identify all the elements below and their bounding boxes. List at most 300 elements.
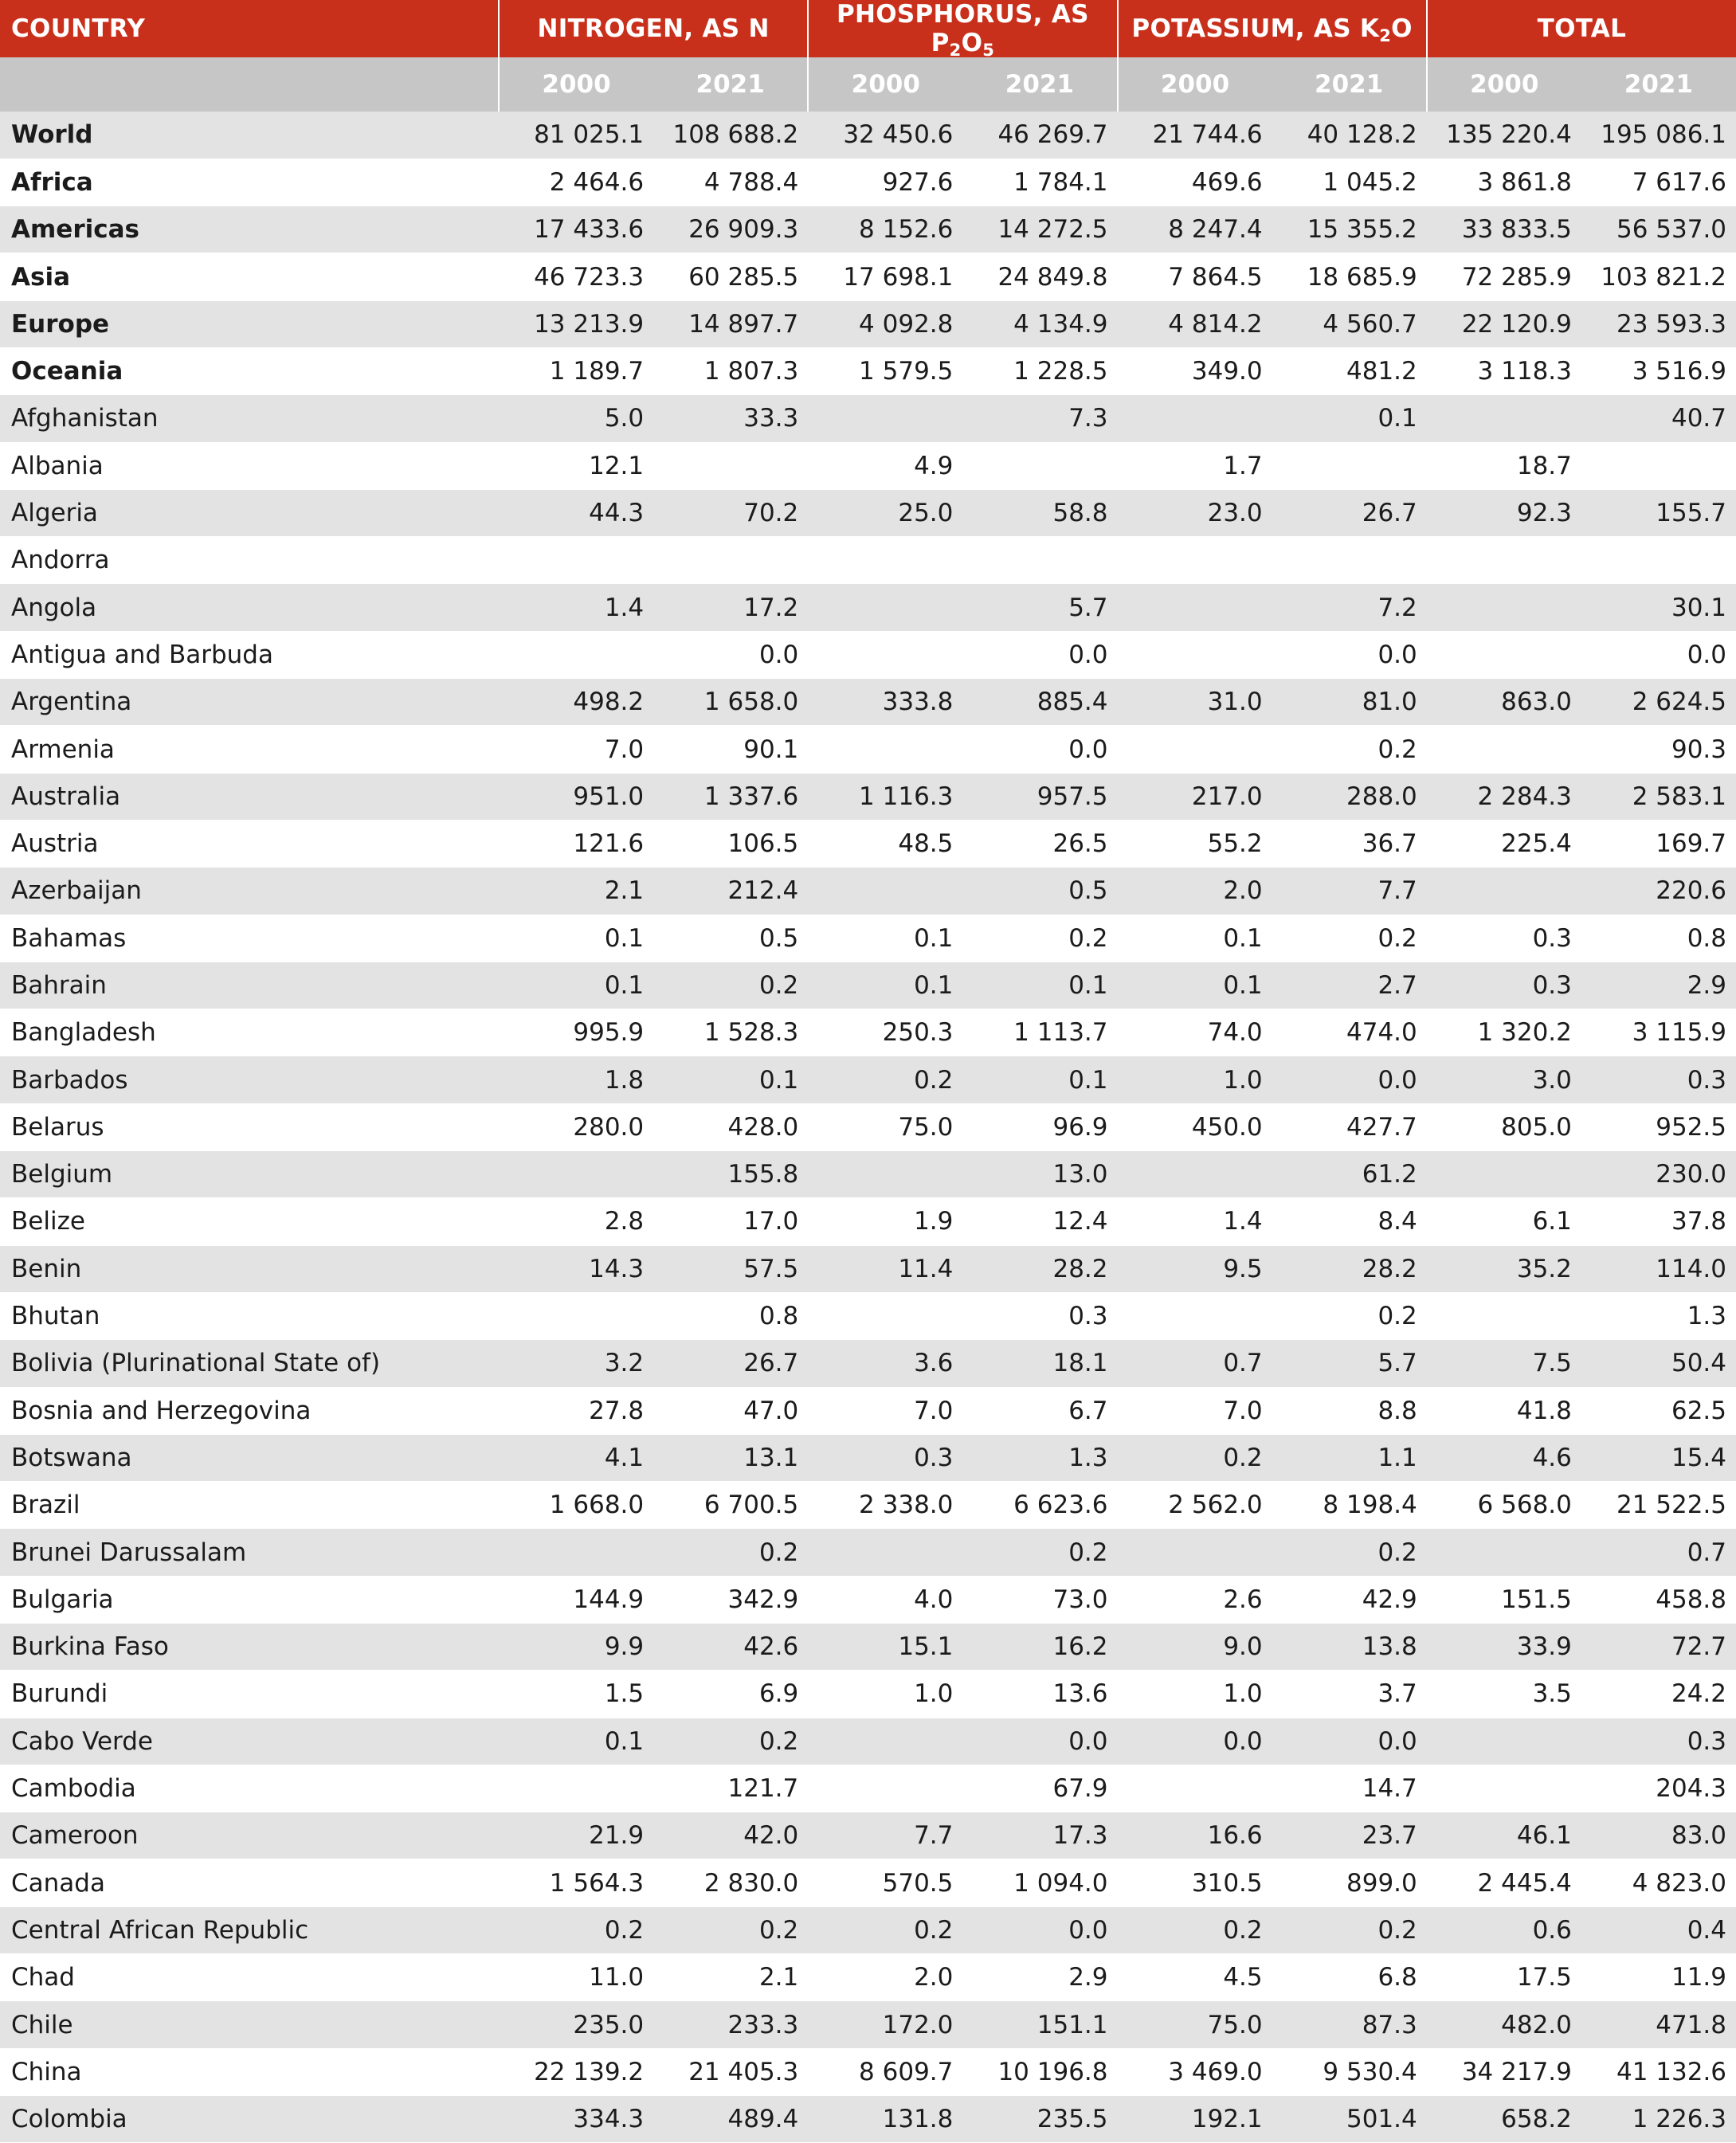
year-header: 2021 [1581,57,1736,112]
value-cell: 14.7 [1272,1765,1427,1812]
value-cell: 7 617.6 [1581,159,1736,206]
year-header: 2021 [1272,57,1427,112]
value-cell: 0.2 [653,1718,808,1765]
value-cell: 81.0 [1272,679,1427,726]
value-cell [962,537,1117,584]
country-cell: Asia [0,253,499,300]
value-cell: 1.1 [1272,1434,1427,1481]
value-cell: 217.0 [1118,773,1272,820]
value-cell: 26.7 [1272,489,1427,536]
value-cell: 342.9 [653,1576,808,1623]
value-cell [808,868,962,915]
value-cell: 489.4 [653,2095,808,2142]
value-cell: 0.2 [1272,915,1427,962]
value-cell: 3 115.9 [1581,1009,1736,1056]
value-cell [1118,537,1272,584]
value-cell: 1 113.7 [962,1009,1117,1056]
value-cell: 0.0 [962,726,1117,773]
table-row [0,1906,1736,1953]
value-cell: 17.0 [653,1198,808,1245]
value-cell: 333.8 [808,679,962,726]
value-cell: 60 285.5 [653,253,808,300]
value-cell: 0.1 [1118,915,1272,962]
value-cell [808,1151,962,1198]
country-cell: Bahamas [0,915,499,962]
value-cell: 31.0 [1118,679,1272,726]
value-cell: 21.9 [499,1812,653,1859]
country-cell: Australia [0,773,499,820]
value-cell: 899.0 [1272,1859,1427,1906]
value-cell: 0.3 [1427,915,1581,962]
table-row [0,2048,1736,2095]
country-cell: Oceania [0,347,499,394]
value-cell: 233.3 [653,2001,808,2048]
value-cell: 47.0 [653,1387,808,1434]
value-cell: 42.6 [653,1624,808,1671]
value-cell: 3 118.3 [1427,347,1581,394]
value-cell: 1 116.3 [808,773,962,820]
value-cell: 151.5 [1427,1576,1581,1623]
value-cell: 0.2 [808,1056,962,1103]
value-cell: 3.5 [1427,1671,1581,1718]
value-cell [808,1292,962,1339]
table-row [0,1198,1736,1245]
value-cell: 13.1 [653,1434,808,1481]
value-cell: 1 045.2 [1272,159,1427,206]
table-row [0,112,1736,159]
value-cell: 4 788.4 [653,159,808,206]
value-cell: 155.8 [653,1151,808,1198]
value-cell: 3 469.0 [1118,2048,1272,2095]
value-cell: 6 623.6 [962,1482,1117,1529]
value-cell: 0.0 [962,1906,1117,1953]
value-cell: 44.3 [499,489,653,536]
value-cell: 17.5 [1427,1954,1581,2001]
value-cell: 18.7 [1427,442,1581,489]
value-cell: 1 784.1 [962,159,1117,206]
value-cell: 1 528.3 [653,1009,808,1056]
value-cell [808,584,962,631]
value-cell: 14 897.7 [653,300,808,347]
value-cell [499,1765,653,1812]
value-cell: 0.3 [1581,1056,1736,1103]
country-cell: Andorra [0,537,499,584]
table-row [0,206,1736,253]
value-cell: 212.4 [653,868,808,915]
country-cell: Chile [0,2001,499,2048]
table-row [0,1954,1736,2001]
value-cell: 17 433.6 [499,206,653,253]
value-cell: 885.4 [962,679,1117,726]
table-row [0,773,1736,820]
value-cell: 7.2 [1272,584,1427,631]
value-cell: 46.1 [1427,1812,1581,1859]
table-row [0,915,1736,962]
value-cell: 90.1 [653,726,808,773]
value-cell: 7.0 [1118,1387,1272,1434]
value-cell: 0.0 [1118,1718,1272,1765]
value-cell: 46 269.7 [962,112,1117,159]
value-cell [808,1765,962,1812]
value-cell [499,1529,653,1576]
value-cell: 220.6 [1581,868,1736,915]
value-cell: 9.5 [1118,1245,1272,1292]
value-cell: 471.8 [1581,2001,1736,2048]
table-row [0,962,1736,1009]
value-cell: 33.3 [653,395,808,442]
value-cell: 0.8 [653,1292,808,1339]
country-cell: Austria [0,820,499,867]
value-cell: 4.5 [1118,1954,1272,2001]
value-cell [1427,584,1581,631]
value-cell: 0.0 [962,631,1117,678]
table-row [0,1009,1736,1056]
value-cell: 0.0 [1272,631,1427,678]
value-cell: 349.0 [1118,347,1272,394]
value-cell: 6 700.5 [653,1482,808,1529]
value-cell: 36.7 [1272,820,1427,867]
table-body [0,112,1736,2143]
value-cell: 169.7 [1581,820,1736,867]
table-row [0,1765,1736,1812]
value-cell: 0.6 [1427,1906,1581,1953]
value-cell: 9 530.4 [1272,2048,1427,2095]
value-cell: 11.4 [808,1245,962,1292]
value-cell: 12.1 [499,442,653,489]
value-cell [1118,1529,1272,1576]
value-cell: 23 593.3 [1581,300,1736,347]
value-cell: 0.2 [1272,726,1427,773]
country-cell: Angola [0,584,499,631]
value-cell: 1.8 [499,1056,653,1103]
value-cell: 23.7 [1272,1812,1427,1859]
value-cell [1118,584,1272,631]
value-cell: 121.7 [653,1765,808,1812]
value-cell: 8.8 [1272,1387,1427,1434]
header-row [0,0,1736,57]
value-cell: 13.0 [962,1151,1117,1198]
value-cell: 72.7 [1581,1624,1736,1671]
value-cell: 280.0 [499,1103,653,1150]
table-row [0,631,1736,678]
value-cell: 41 132.6 [1581,2048,1736,2095]
country-cell: Americas [0,206,499,253]
table-row [0,2095,1736,2142]
value-cell: 0.0 [962,1718,1117,1765]
table-row [0,347,1736,394]
country-cell: Albania [0,442,499,489]
nitrogen-header: NITROGEN, AS N [499,0,808,57]
table-row [0,1387,1736,1434]
value-cell: 6.8 [1272,1954,1427,2001]
total-header: TOTAL [1427,0,1736,57]
value-cell: 144.9 [499,1576,653,1623]
value-cell: 7 864.5 [1118,253,1272,300]
value-cell: 0.0 [653,631,808,678]
value-cell: 131.8 [808,2095,962,2142]
value-cell: 6 568.0 [1427,1482,1581,1529]
value-cell [808,631,962,678]
country-cell: Bahrain [0,962,499,1009]
table-row [0,726,1736,773]
value-cell: 135 220.4 [1427,112,1581,159]
table-row [0,537,1736,584]
value-cell: 4 823.0 [1581,1859,1736,1906]
value-cell: 0.3 [962,1292,1117,1339]
country-cell: Botswana [0,1434,499,1481]
value-cell: 5.7 [1272,1340,1427,1387]
value-cell: 13.6 [962,1671,1117,1718]
value-cell: 9.0 [1118,1624,1272,1671]
value-cell: 0.5 [653,915,808,962]
value-cell [1427,537,1581,584]
value-cell: 7.7 [1272,868,1427,915]
value-cell: 46 723.3 [499,253,653,300]
table-row [0,1434,1736,1481]
value-cell: 9.9 [499,1624,653,1671]
table-row [0,395,1736,442]
table-row [0,2001,1736,2048]
value-cell: 570.5 [808,1859,962,1906]
value-cell: 2 338.0 [808,1482,962,1529]
value-cell: 334.3 [499,2095,653,2142]
value-cell [808,1718,962,1765]
value-cell: 995.9 [499,1009,653,1056]
country-cell: China [0,2048,499,2095]
value-cell: 1 226.3 [1581,2095,1736,2142]
value-cell: 42.9 [1272,1576,1427,1623]
value-cell: 73.0 [962,1576,1117,1623]
value-cell: 0.2 [499,1906,653,1953]
value-cell: 501.4 [1272,2095,1427,2142]
country-cell: Antigua and Barbuda [0,631,499,678]
country-cell: Burkina Faso [0,1624,499,1671]
value-cell: 2.7 [1272,962,1427,1009]
value-cell: 33 833.5 [1427,206,1581,253]
value-cell: 2 830.0 [653,1859,808,1906]
value-cell: 4.6 [1427,1434,1581,1481]
value-cell: 17.2 [653,584,808,631]
value-cell: 7.3 [962,395,1117,442]
value-cell: 0.0 [1272,1056,1427,1103]
table-row [0,159,1736,206]
value-cell: 450.0 [1118,1103,1272,1150]
country-cell: Armenia [0,726,499,773]
value-cell: 90.3 [1581,726,1736,773]
value-cell: 952.5 [1581,1103,1736,1150]
value-cell: 0.2 [1272,1292,1427,1339]
country-cell: World [0,112,499,159]
value-cell: 235.0 [499,2001,653,2048]
value-cell [1427,1151,1581,1198]
year-header: 2021 [653,57,808,112]
value-cell: 17.3 [962,1812,1117,1859]
table-row [0,1151,1736,1198]
value-cell: 2 284.3 [1427,773,1581,820]
value-cell [808,395,962,442]
value-cell [808,1529,962,1576]
value-cell: 37.8 [1581,1198,1736,1245]
value-cell: 81 025.1 [499,112,653,159]
value-cell: 151.1 [962,2001,1117,2048]
value-cell: 8.4 [1272,1198,1427,1245]
value-cell [1118,1292,1272,1339]
value-cell: 2.0 [808,1954,962,2001]
value-cell: 0.2 [808,1906,962,1953]
value-cell: 50.4 [1581,1340,1736,1387]
value-cell: 4.9 [808,442,962,489]
table-row [0,868,1736,915]
value-cell: 18.1 [962,1340,1117,1387]
value-cell [499,1292,653,1339]
value-cell: 56 537.0 [1581,206,1736,253]
table-row [0,253,1736,300]
value-cell: 24.2 [1581,1671,1736,1718]
value-cell: 30.1 [1581,584,1736,631]
value-cell: 0.7 [1118,1340,1272,1387]
table-row [0,1529,1736,1576]
value-cell: 7.0 [808,1387,962,1434]
country-cell: Argentina [0,679,499,726]
value-cell [1118,1151,1272,1198]
country-cell: Colombia [0,2095,499,2142]
value-cell: 474.0 [1272,1009,1427,1056]
value-cell: 22 139.2 [499,2048,653,2095]
country-cell: Bhutan [0,1292,499,1339]
value-cell: 1 228.5 [962,347,1117,394]
country-cell: Bulgaria [0,1576,499,1623]
country-header: COUNTRY [0,0,499,57]
year-header-blank [0,57,499,112]
value-cell: 114.0 [1581,1245,1736,1292]
value-cell: 0.0 [1581,631,1736,678]
value-cell: 7.5 [1427,1340,1581,1387]
value-cell: 469.6 [1118,159,1272,206]
value-cell: 0.8 [1581,915,1736,962]
country-cell: Benin [0,1245,499,1292]
value-cell: 195 086.1 [1581,112,1736,159]
value-cell: 0.4 [1581,1906,1736,1953]
value-cell: 26.7 [653,1340,808,1387]
value-cell: 3.2 [499,1340,653,1387]
value-cell [1427,1529,1581,1576]
value-cell: 0.2 [1272,1906,1427,1953]
value-cell: 288.0 [1272,773,1427,820]
year-header-row [0,57,1736,112]
value-cell: 1.0 [808,1671,962,1718]
year-header: 2021 [962,57,1117,112]
country-cell: Afghanistan [0,395,499,442]
value-cell: 2.9 [962,1954,1117,2001]
country-cell: Barbados [0,1056,499,1103]
value-cell: 6.9 [653,1671,808,1718]
value-cell: 957.5 [962,773,1117,820]
value-cell [808,726,962,773]
value-cell [1581,537,1736,584]
value-cell: 1 094.0 [962,1859,1117,1906]
value-cell: 3.0 [1427,1056,1581,1103]
value-cell: 24 849.8 [962,253,1117,300]
value-cell: 48.5 [808,820,962,867]
value-cell: 0.5 [962,868,1117,915]
value-cell: 27.8 [499,1387,653,1434]
value-cell: 235.5 [962,2095,1117,2142]
table-row [0,1812,1736,1859]
value-cell [1118,726,1272,773]
value-cell: 3.7 [1272,1671,1427,1718]
value-cell: 225.4 [1427,820,1581,867]
value-cell: 2.9 [1581,962,1736,1009]
value-cell: 11.9 [1581,1954,1736,2001]
value-cell: 75.0 [808,1103,962,1150]
value-cell: 428.0 [653,1103,808,1150]
value-cell: 3.6 [808,1340,962,1387]
value-cell: 108 688.2 [653,112,808,159]
value-cell: 482.0 [1427,2001,1581,2048]
value-cell: 13 213.9 [499,300,653,347]
country-cell: Burundi [0,1671,499,1718]
table-row [0,1340,1736,1387]
value-cell [808,537,962,584]
year-header: 2000 [1427,57,1581,112]
value-cell: 0.1 [962,1056,1117,1103]
value-cell: 4.1 [499,1434,653,1481]
value-cell [1581,442,1736,489]
value-cell: 8 609.7 [808,2048,962,2095]
country-cell: Belgium [0,1151,499,1198]
value-cell [499,631,653,678]
value-cell: 57.5 [653,1245,808,1292]
value-cell: 204.3 [1581,1765,1736,1812]
country-cell: Brazil [0,1482,499,1529]
value-cell: 2.1 [499,868,653,915]
value-cell: 863.0 [1427,679,1581,726]
value-cell: 192.1 [1118,2095,1272,2142]
value-cell: 1 564.3 [499,1859,653,1906]
table-row [0,1718,1736,1765]
value-cell: 805.0 [1427,1103,1581,1150]
value-cell [653,442,808,489]
value-cell: 14.3 [499,1245,653,1292]
value-cell: 1.3 [962,1434,1117,1481]
value-cell: 4.0 [808,1576,962,1623]
value-cell: 2.8 [499,1198,653,1245]
value-cell: 4 092.8 [808,300,962,347]
value-cell: 0.2 [653,962,808,1009]
country-cell: Belize [0,1198,499,1245]
value-cell [1272,537,1427,584]
value-cell: 21 405.3 [653,2048,808,2095]
value-cell: 103 821.2 [1581,253,1736,300]
value-cell: 61.2 [1272,1151,1427,1198]
value-cell: 458.8 [1581,1576,1736,1623]
value-cell: 2 624.5 [1581,679,1736,726]
value-cell: 28.2 [1272,1245,1427,1292]
value-cell: 0.1 [1272,395,1427,442]
value-cell [1427,395,1581,442]
value-cell: 2 445.4 [1427,1859,1581,1906]
table-row [0,442,1736,489]
table-row [0,1103,1736,1150]
value-cell: 481.2 [1272,347,1427,394]
value-cell: 1.9 [808,1198,962,1245]
value-cell: 1.0 [1118,1056,1272,1103]
value-cell: 87.3 [1272,2001,1427,2048]
value-cell: 8 247.4 [1118,206,1272,253]
value-cell: 12.4 [962,1198,1117,1245]
year-header: 2000 [1118,57,1272,112]
value-cell [499,1151,653,1198]
